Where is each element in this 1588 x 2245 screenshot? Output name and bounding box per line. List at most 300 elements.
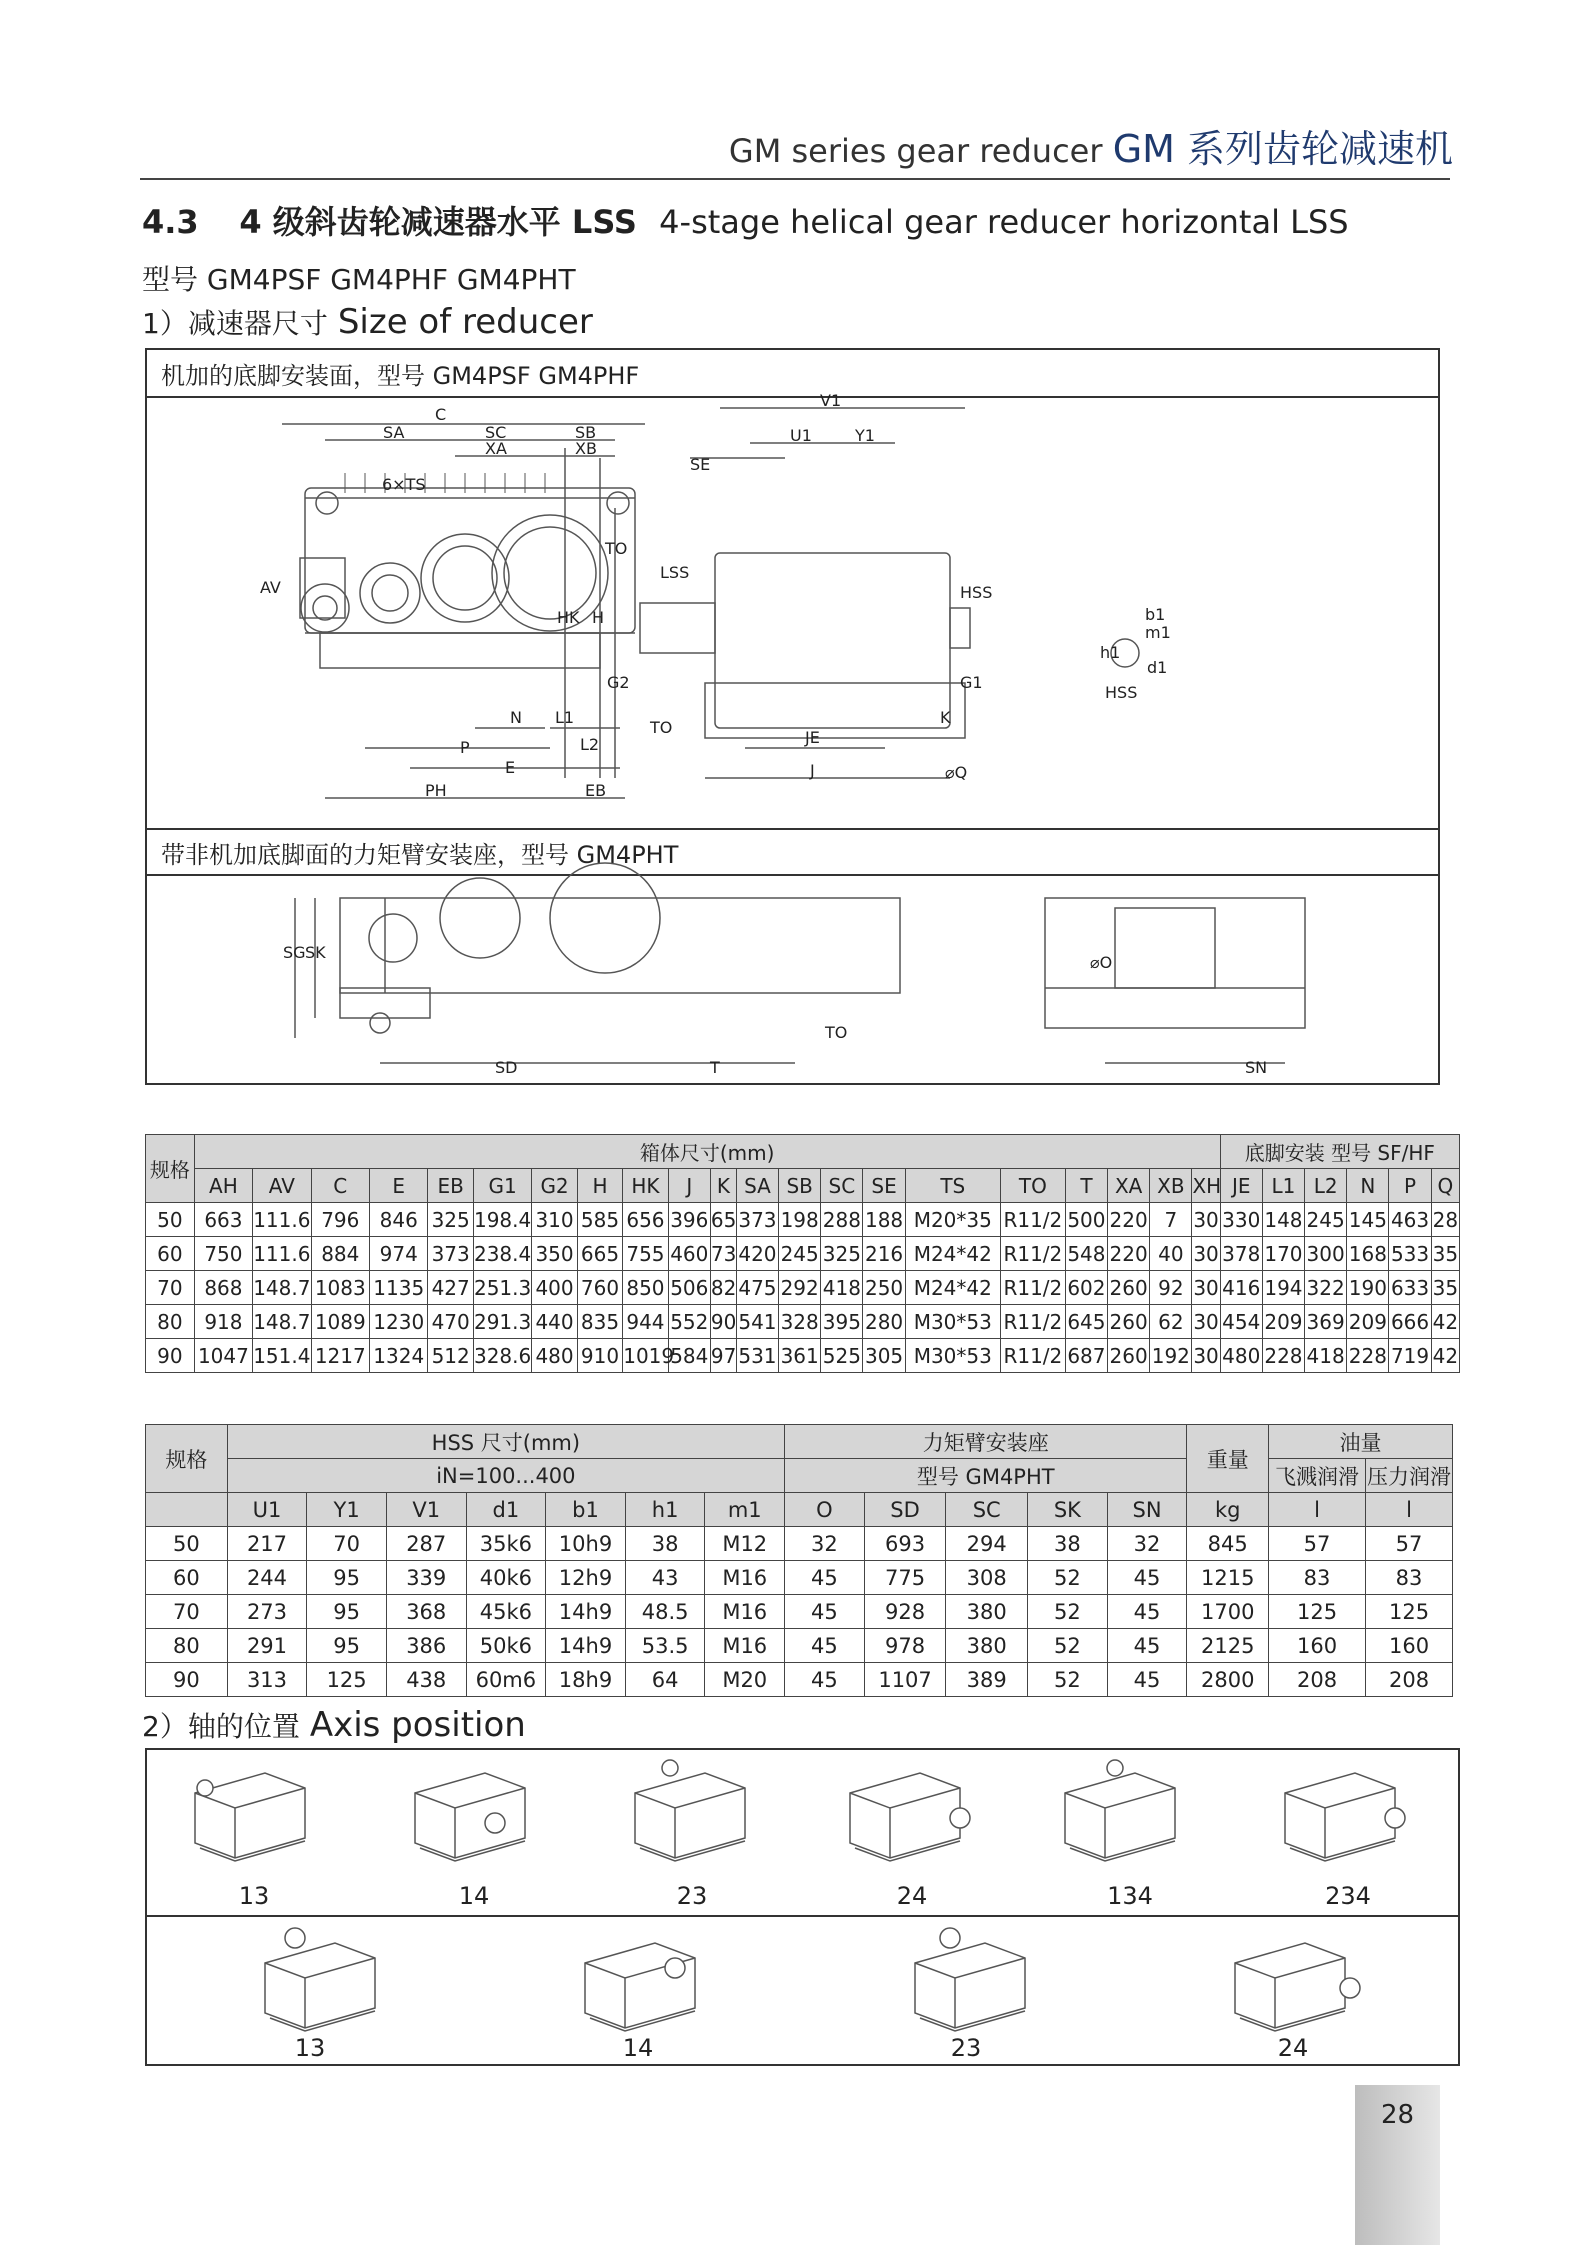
table-cell: 389 [946,1663,1028,1697]
table1-col-header: SB [779,1169,821,1203]
axis-heading-en: Axis position [309,1705,526,1745]
table1-col-header: AH [194,1169,252,1203]
table-cell: 480 [1220,1339,1262,1373]
svg-text:U1: U1 [790,426,812,445]
table-cell: 330 [1220,1203,1262,1237]
table-cell: 273 [227,1595,307,1629]
table1-col-header: HK [623,1169,668,1203]
table-cell: 280 [863,1305,905,1339]
table1-col-header: EB [428,1169,473,1203]
table-cell: 217 [227,1527,307,1561]
svg-text:E: E [505,758,516,777]
table-cell: 70 [146,1595,228,1629]
svg-text:SG: SG [283,943,306,962]
table-cell: 90 [146,1663,228,1697]
svg-text:EB: EB [585,781,607,800]
table-cell: M20 [705,1663,785,1697]
page-header [729,118,1453,173]
table1-col-header: K [710,1169,736,1203]
table-cell: M12 [705,1527,785,1561]
table-cell: 12h9 [546,1561,626,1595]
svg-text:b1: b1 [1145,605,1166,624]
table-cell: 755 [623,1237,668,1271]
table-cell: 378 [1220,1237,1262,1271]
table-cell: 656 [623,1203,668,1237]
svg-text:N: N [510,708,522,727]
table-cell: 188 [863,1203,905,1237]
table2-col-header: SC [946,1493,1028,1527]
table-cell: 30 [1192,1237,1220,1271]
table-cell: 300 [1305,1237,1347,1271]
svg-text:L2: L2 [580,735,600,754]
table-cell: 209 [1262,1305,1304,1339]
section-number: 4.3 [142,203,199,241]
table-cell: 328.6 [473,1339,531,1373]
table1-col-header: SC [821,1169,863,1203]
table-cell: 111.6 [253,1203,311,1237]
table2-corner: 规格 [146,1425,228,1493]
table-cell: 719 [1389,1339,1431,1373]
table-cell: 325 [428,1203,473,1237]
svg-text:G1: G1 [960,673,983,692]
table-row [146,1271,1460,1305]
svg-text:L1: L1 [555,708,575,727]
table-cell: 325 [821,1237,863,1271]
table-cell: 475 [736,1271,778,1305]
header-rule [140,178,1450,180]
svg-text:d1: d1 [1147,658,1168,677]
table-cell: 45 [785,1561,865,1595]
section-cn-title: 4 级斜齿轮减速器水平 LSS [239,203,637,241]
table-cell: 198 [779,1203,821,1237]
table-cell: M20*35 [905,1203,1000,1237]
axis-label: 24 [896,1882,928,1910]
table1-col-header: TS [905,1169,1000,1203]
table1-col-header: N [1347,1169,1389,1203]
table-cell: M30*53 [905,1305,1000,1339]
table-cell: M30*53 [905,1339,1000,1373]
table-cell: 216 [863,1237,905,1271]
table1-group2: 底脚安装 型号 SF/HF [1220,1135,1459,1169]
table-cell: 541 [736,1305,778,1339]
axis-label: 23 [676,1882,708,1910]
table1-col-header: C [311,1169,369,1203]
table-cell: 1047 [194,1339,252,1373]
table-cell: 1135 [370,1271,428,1305]
table-cell: 45 [1107,1595,1187,1629]
table-cell: 796 [311,1203,369,1237]
page-number: 28 [1380,2100,1415,2130]
table-cell: 168 [1347,1237,1389,1271]
table-row [146,1595,1453,1629]
table-cell: 339 [386,1561,466,1595]
svg-text:SB: SB [575,423,597,442]
svg-text:J: J [810,761,815,780]
table-cell: 500 [1065,1203,1107,1237]
table-cell: 418 [821,1271,863,1305]
table-cell: 322 [1305,1271,1347,1305]
table-cell: 775 [864,1561,946,1595]
svg-text:SK: SK [305,943,326,962]
axis-heading [142,1705,526,1745]
table-cell: 111.6 [253,1237,311,1271]
table1-col-header: T [1065,1169,1107,1203]
table-cell: 584 [668,1339,710,1373]
table-cell: 28 [1431,1203,1459,1237]
table-cell: 73 [710,1237,736,1271]
table-cell: 845 [1187,1527,1269,1561]
section-title [142,197,1349,243]
table-cell: 97 [710,1339,736,1373]
table-cell: 208 [1269,1663,1366,1697]
section-en-title: 4-stage helical gear reducer horizontal LSS [659,203,1349,241]
table-cell: 438 [386,1663,466,1697]
svg-text:XA: XA [485,439,507,458]
table-cell: 148 [1262,1203,1304,1237]
table-cell: 125 [1269,1595,1366,1629]
table-cell: 420 [736,1237,778,1271]
table-cell: 50k6 [466,1629,546,1663]
table-cell: 525 [821,1339,863,1373]
table-cell: 60 [146,1237,195,1271]
table-cell: 260 [1108,1271,1150,1305]
table-cell: M24*42 [905,1237,1000,1271]
svg-text:⌀O: ⌀O [1090,953,1113,972]
table-cell: 30 [1192,1339,1220,1373]
table-cell: 65 [710,1203,736,1237]
table-cell: 835 [577,1305,622,1339]
table-cell: 1107 [864,1663,946,1697]
table-cell: 251.3 [473,1271,531,1305]
table-cell: 1083 [311,1271,369,1305]
table2-col-header: kg [1187,1493,1269,1527]
table-cell: M16 [705,1629,785,1663]
table-cell: 52 [1028,1663,1108,1697]
svg-text:TO: TO [650,718,673,737]
table-cell: 373 [428,1237,473,1271]
table-cell: 687 [1065,1339,1107,1373]
axis-diagrams [145,1748,1460,2066]
table-cell: 1019 [623,1339,668,1373]
table-cell: 148.7 [253,1305,311,1339]
table1-col-header: XH [1192,1169,1220,1203]
table-cell: 194 [1262,1271,1304,1305]
svg-text:Y1: Y1 [855,426,875,445]
table1-col-header: H [577,1169,622,1203]
table-cell: 368 [386,1595,466,1629]
table-cell: 10h9 [546,1527,626,1561]
table-cell: 80 [146,1305,195,1339]
table-cell: 38 [1028,1527,1108,1561]
table-cell: 42 [1431,1339,1459,1373]
svg-text:HSS: HSS [960,583,993,602]
table-cell: 287 [386,1527,466,1561]
table-cell: 850 [623,1271,668,1305]
axis-heading-cn: 2）轴的位置 [142,1710,300,1743]
table-cell: 585 [577,1203,622,1237]
table-cell: 32 [785,1527,865,1561]
table1-col-header: SA [736,1169,778,1203]
table-cell: 30 [1192,1271,1220,1305]
table-cell: M16 [705,1561,785,1595]
svg-text:HK: HK [557,608,580,627]
table-cell: R11/2 [1000,1339,1065,1373]
table-cell: 192 [1150,1339,1192,1373]
table-cell: 220 [1108,1237,1150,1271]
table-cell: 884 [311,1237,369,1271]
axis-label: 13 [238,1882,270,1910]
table-cell: 45 [1107,1663,1187,1697]
svg-text:SE: SE [690,455,711,474]
table-cell: R11/2 [1000,1203,1065,1237]
table-cell: 52 [1028,1561,1108,1595]
table-cell: 440 [532,1305,577,1339]
table-cell: 305 [863,1339,905,1373]
table-cell: 145 [1347,1203,1389,1237]
axis-label: 23 [950,2034,982,2062]
table2-col-header: U1 [227,1493,307,1527]
table-cell: 463 [1389,1203,1431,1237]
table2-col-header: O [785,1493,865,1527]
table-cell: 80 [146,1629,228,1663]
drawing2-caption: 带非机加底脚面的力矩臂安装座，型号 GM4PHT [147,828,1438,876]
table-cell: 42 [1431,1305,1459,1339]
table1-col-header: JE [1220,1169,1262,1203]
table-cell: 90 [146,1339,195,1373]
models-line: 型号 GM4PSF GM4PHF GM4PHT [142,263,576,296]
table-cell: 60 [146,1561,228,1595]
table2-oil: 油量 [1269,1425,1453,1459]
table-cell: 693 [864,1527,946,1561]
table-cell: 512 [428,1339,473,1373]
table-cell: 418 [1305,1339,1347,1373]
table2-col-header: l [1269,1493,1366,1527]
table-cell: 291 [227,1629,307,1663]
table1-col-header: Q [1431,1169,1459,1203]
table2-col-header: b1 [546,1493,626,1527]
table-cell: 35 [1431,1237,1459,1271]
table-cell: 454 [1220,1305,1262,1339]
table-cell: 250 [863,1271,905,1305]
table-cell: 220 [1108,1203,1150,1237]
table-cell: R11/2 [1000,1271,1065,1305]
table2-col-header: h1 [625,1493,705,1527]
table2-col-header: SK [1028,1493,1108,1527]
table-cell: 125 [307,1663,387,1697]
table-cell: 1217 [311,1339,369,1373]
table-cell: 52 [1028,1629,1108,1663]
table1-corner: 规格 [146,1135,195,1203]
table-cell: 14h9 [546,1629,626,1663]
table-row [146,1663,1453,1697]
size-heading-cn: 1）减速器尺寸 [142,307,328,340]
table-cell: 60m6 [466,1663,546,1697]
table-cell: 1215 [1187,1561,1269,1595]
table-cell: 361 [779,1339,821,1373]
table-cell: 82 [710,1271,736,1305]
table2-col-header: SN [1107,1493,1187,1527]
table-cell: 416 [1220,1271,1262,1305]
svg-text:LSS: LSS [660,563,690,582]
table-cell: 40 [1150,1237,1192,1271]
table-cell: 35 [1431,1271,1459,1305]
table-cell: 974 [370,1237,428,1271]
svg-text:AV: AV [260,578,281,597]
table-cell: 170 [1262,1237,1304,1271]
table-cell: 548 [1065,1237,1107,1271]
table-cell: 92 [1150,1271,1192,1305]
table-cell: 663 [194,1203,252,1237]
table2-oil-splash: 飞溅润滑 [1269,1459,1366,1493]
table-cell: 18h9 [546,1663,626,1697]
table-cell: 380 [946,1629,1028,1663]
table-cell: 602 [1065,1271,1107,1305]
axis-label: 14 [622,2034,654,2062]
svg-text:h1: h1 [1100,643,1121,662]
table-cell: 57 [1269,1527,1366,1561]
table-cell: 228 [1262,1339,1304,1373]
table-cell: 369 [1305,1305,1347,1339]
svg-text:SN: SN [1245,1058,1268,1077]
table-cell: 288 [821,1203,863,1237]
header-en: GM series gear reducer [728,132,1103,170]
table-cell: 70 [146,1271,195,1305]
table-cell: 244 [227,1561,307,1595]
table-cell: 350 [532,1237,577,1271]
table-cell: 38 [625,1527,705,1561]
table-cell: 292 [779,1271,821,1305]
svg-text:H: H [592,608,605,627]
svg-text:K: K [940,708,951,727]
table-cell: 328 [779,1305,821,1339]
table-cell: 645 [1065,1305,1107,1339]
table-row [146,1527,1453,1561]
table-cell: 1230 [370,1305,428,1339]
table2-col-header: SD [864,1493,946,1527]
hss-torque-arm-table [145,1424,1453,1697]
table-cell: 460 [668,1237,710,1271]
table2-col-header: d1 [466,1493,546,1527]
table-cell: 95 [307,1595,387,1629]
table1-col-header: L1 [1262,1169,1304,1203]
table-cell: 665 [577,1237,622,1271]
table-cell: R11/2 [1000,1305,1065,1339]
table-cell: 633 [1389,1271,1431,1305]
table-cell: 910 [577,1339,622,1373]
table-cell: 506 [668,1271,710,1305]
table-cell: 190 [1347,1271,1389,1305]
table1-col-header: G2 [532,1169,577,1203]
table-cell: 978 [864,1629,946,1663]
table-cell: 83 [1269,1561,1366,1595]
table-cell: 552 [668,1305,710,1339]
table-cell: 380 [946,1595,1028,1629]
table-cell: 427 [428,1271,473,1305]
table-row [146,1561,1453,1595]
axis-label: 134 [1107,1882,1153,1910]
table-cell: 395 [821,1305,863,1339]
housing-dimension-table [145,1134,1460,1373]
table-cell: 480 [532,1339,577,1373]
table-cell: 846 [370,1203,428,1237]
table2-hss-title: HSS 尺寸(mm) [227,1425,784,1459]
table-cell: 396 [668,1203,710,1237]
table-cell: 45 [1107,1561,1187,1595]
table-cell: 30 [1192,1203,1220,1237]
size-heading-en: Size of reducer [337,302,593,342]
table2-col-header: Y1 [307,1493,387,1527]
table-cell: M16 [705,1595,785,1629]
table-cell: 43 [625,1561,705,1595]
svg-text:SD: SD [495,1058,518,1077]
table1-col-header: J [668,1169,710,1203]
table-cell: 50 [146,1527,228,1561]
drawing1-caption: 机加的底脚安装面，型号 GM4PSF GM4PHF [147,350,1438,398]
table-cell: 95 [307,1561,387,1595]
table-cell: 45 [1107,1629,1187,1663]
svg-text:XB: XB [575,439,597,458]
table-cell: 160 [1366,1629,1453,1663]
table-cell: 2800 [1187,1663,1269,1697]
table-row [146,1339,1460,1373]
table-cell: 14h9 [546,1595,626,1629]
table-cell: 291.3 [473,1305,531,1339]
axis-label: 13 [294,2034,326,2062]
header-cn: GM 系列齿轮减速机 [1112,127,1453,171]
svg-text:6×TS: 6×TS [382,475,426,494]
size-heading [142,302,593,342]
table1-col-header: SE [863,1169,905,1203]
table-cell: 2125 [1187,1629,1269,1663]
table1-col-header: L2 [1305,1169,1347,1203]
table2-body [146,1527,1453,1697]
svg-text:V1: V1 [820,391,842,410]
drawing1-svg [145,391,1440,826]
axis-label: 24 [1277,2034,1309,2062]
table-cell: 1089 [311,1305,369,1339]
table-cell: 313 [227,1663,307,1697]
table-cell: 1700 [1187,1595,1269,1629]
table-cell: 151.4 [253,1339,311,1373]
table-cell: 53.5 [625,1629,705,1663]
table-cell: 45k6 [466,1595,546,1629]
table1-body [146,1203,1460,1373]
axis-label: 14 [458,1882,490,1910]
table-cell: 531 [736,1339,778,1373]
svg-text:T: T [710,1058,720,1077]
table1-col-header: E [370,1169,428,1203]
table-cell: 90 [710,1305,736,1339]
svg-text:JE: JE [805,728,820,747]
table1-col-header: XA [1108,1169,1150,1203]
table-cell: M24*42 [905,1271,1000,1305]
svg-text:⌀Q: ⌀Q [945,763,968,782]
table-cell: 70 [307,1527,387,1561]
svg-text:PH: PH [425,781,447,800]
table-cell: 308 [946,1561,1028,1595]
table-cell: 386 [386,1629,466,1663]
table-cell: 228 [1347,1339,1389,1373]
table-cell: 260 [1108,1339,1150,1373]
table1-col-header: AV [253,1169,311,1203]
svg-text:SA: SA [383,423,405,442]
table-cell: 45 [785,1629,865,1663]
table-cell: 928 [864,1595,946,1629]
table-cell: 95 [307,1629,387,1663]
table1-col-header: G1 [473,1169,531,1203]
svg-text:P: P [460,738,470,757]
table-cell: 52 [1028,1595,1108,1629]
